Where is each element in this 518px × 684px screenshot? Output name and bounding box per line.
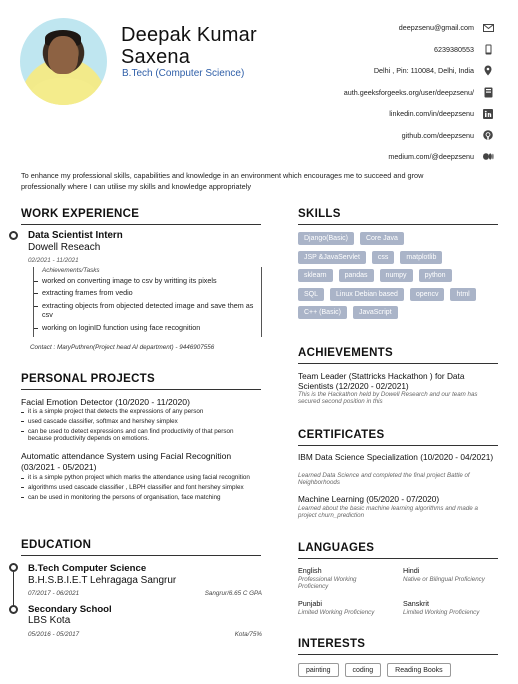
section-divider [298,224,498,225]
contact-github[interactable]: github.com/deepzsenu [294,125,494,147]
education-school: B.H.S.B.I.E.T Lehragaga Sangrur [28,575,177,586]
github-icon [482,130,494,140]
timeline-dot [9,563,18,572]
contact-address: Delhi , Pin: 110084, Delhi, India [294,60,494,82]
contact-linkedin[interactable]: linkedin.com/in/deepzsenu [294,103,494,125]
list-item: used cascade classifier, softmax and hershey simplex [21,418,251,426]
skill-chip: numpy [380,269,413,282]
skill-chip: python [419,269,452,282]
location-icon [482,65,494,76]
language-name: Punjabi [298,599,322,608]
interests-heading: INTERESTS [298,638,366,650]
section-divider [21,389,261,390]
list-item: extracting objects from objected detected image and save them as csv [34,301,256,320]
project-points [21,474,251,503]
skill-chip: pandas [339,269,374,282]
list-item: working on loginID function using face recognition [34,323,256,332]
task-list [34,276,256,335]
language-level: Native or Bilingual Proficiency [403,576,485,583]
contact-list [294,17,494,168]
project-title: Facial Emotion Detector (10/2020 - 11/2020) [21,397,190,407]
education-dates: 07/2017 - 06/2021 [28,590,80,597]
skills-heading: SKILLS [298,208,341,220]
job-title: Data Scientist Intern [28,230,123,241]
education-degree: Secondary School [28,604,112,615]
skill-chip: html [450,288,475,301]
list-item: algorithms used cascade classifier , LBPH classifier and font hershey simplex [21,484,251,492]
skill-chip: JavaScript [353,306,398,319]
education-grade: Sangrur/6.65 C GPA [204,590,262,597]
contact-medium[interactable]: medium.com/@deepzsenu [294,146,494,168]
achievement-title: Team Leader (Stattricks Hackathon ) for Data Scientists (12/2020 - 02/2021) [298,371,465,391]
medium-icon [482,153,494,160]
language-name: Sanskrit [403,599,429,608]
job-company: Dowell Reseach [28,242,101,253]
certificate-description: Learned Data Science and completed the final project Battle of Neighborhoods [298,472,470,487]
section-divider [298,654,498,655]
interest-chip: coding [345,663,382,677]
candidate-degree: B.Tech (Computer Science) [122,68,245,79]
job-reference: Contact : MaryPuthren(Project head AI department) - 9446907556 [30,344,215,351]
timeline-dot [9,605,18,614]
contact-geeksforgeeks[interactable]: auth.geeksforgeeks.org/user/deepzsenu/ [294,82,494,104]
name-line-2: Saxena [121,46,191,68]
skill-chip: opencv [410,288,445,301]
education-school: LBS Kota [28,615,71,626]
education-degree: B.Tech Computer Science [28,563,147,574]
achievement-description: This is the Hackathon held by Dowell Research and our team has secured second position in this [298,391,478,405]
skill-chip: C++ (Basic) [298,306,347,319]
language-level: Limited Working Proficiency [298,609,375,616]
skill-chip: JSP &JavaServlet [298,251,366,264]
list-item: can be used to detect expressions and can find productivity of that person because productivity depends on emotions. [21,428,251,443]
skill-chip: Django(Basic) [298,232,354,245]
skill-chip: sklearn [298,269,333,282]
work-experience-heading: WORK EXPERIENCE [21,208,140,220]
language-name: English [298,566,322,575]
interest-chip: painting [298,663,339,677]
profile-photo [20,18,107,105]
language-level: Professional Working Proficiency [298,576,357,591]
certificate-description: Learned about the basic machine learning algorithms and made a project churn_prediction [298,505,478,520]
language-level: Limited Working Proficiency [403,609,480,616]
contact-phone[interactable]: 6239380553 [294,39,494,61]
email-icon [482,24,494,32]
list-item: worked on converting image to csv by writting its pixels [34,276,256,285]
certificate-title: IBM Data Science Specialization (10/2020 - 04/2021) [298,452,494,462]
section-divider [298,558,498,559]
skill-chip: Core Java [360,232,404,245]
languages-heading: LANGUAGES [298,542,375,554]
education-grade: Kota/75% [234,631,262,638]
education-heading: EDUCATION [21,539,92,551]
list-item: it is a simple python project which marks the attendance using facial recognition [21,474,251,482]
skill-chip: css [372,251,395,264]
name-line-1: Deepak Kumar [121,24,257,46]
education-meta [28,590,262,597]
contact-email[interactable]: deepzsenu@gmail.com [294,17,494,39]
job-dates: 02/2021 - 11/2021 [28,257,79,264]
tasks-heading: Achievements/Tasks [42,267,100,274]
phone-icon [482,44,494,55]
geeksforgeeks-icon [482,87,494,98]
timeline-dot [9,231,18,240]
list-item: can be used in monitoring the persons of organisation, face matching [21,494,251,502]
section-divider [298,445,498,446]
section-divider [298,363,498,364]
career-objective: To enhance my professional skills, capabilities and knowledge in an environment which encourages me to succeed and grow professionally where I can utilise my skills and knowledge appropriately [21,171,424,191]
education-meta [28,631,262,638]
section-divider [21,555,261,556]
certificate-title: Machine Learning (05/2020 - 07/2020) [298,494,440,504]
personal-projects-heading: PERSONAL PROJECTS [21,373,155,385]
project-title: Automatic attendance System using Facial Recognition (03/2021 - 05/2021) [21,451,232,472]
section-divider [21,224,261,225]
skill-chip: matplotlib [400,251,442,264]
list-item: extracting frames from vedio [34,288,256,297]
achievements-heading: ACHIEVEMENTS [298,347,393,359]
language-name: Hindi [403,566,420,575]
linkedin-icon [482,109,494,119]
certificates-heading: CERTIFICATES [298,429,385,441]
candidate-name [121,24,257,68]
interest-chip: Reading Books [387,663,450,677]
skill-chip: SQL [298,288,324,301]
skills-list [298,232,498,325]
list-item: it is a simple project that detects the expressions of any person [21,408,251,416]
project-points [21,408,251,445]
skill-chip: Linux Debian based [330,288,404,301]
education-dates: 05/2016 - 05/2017 [28,631,80,638]
interests-list [298,663,457,677]
